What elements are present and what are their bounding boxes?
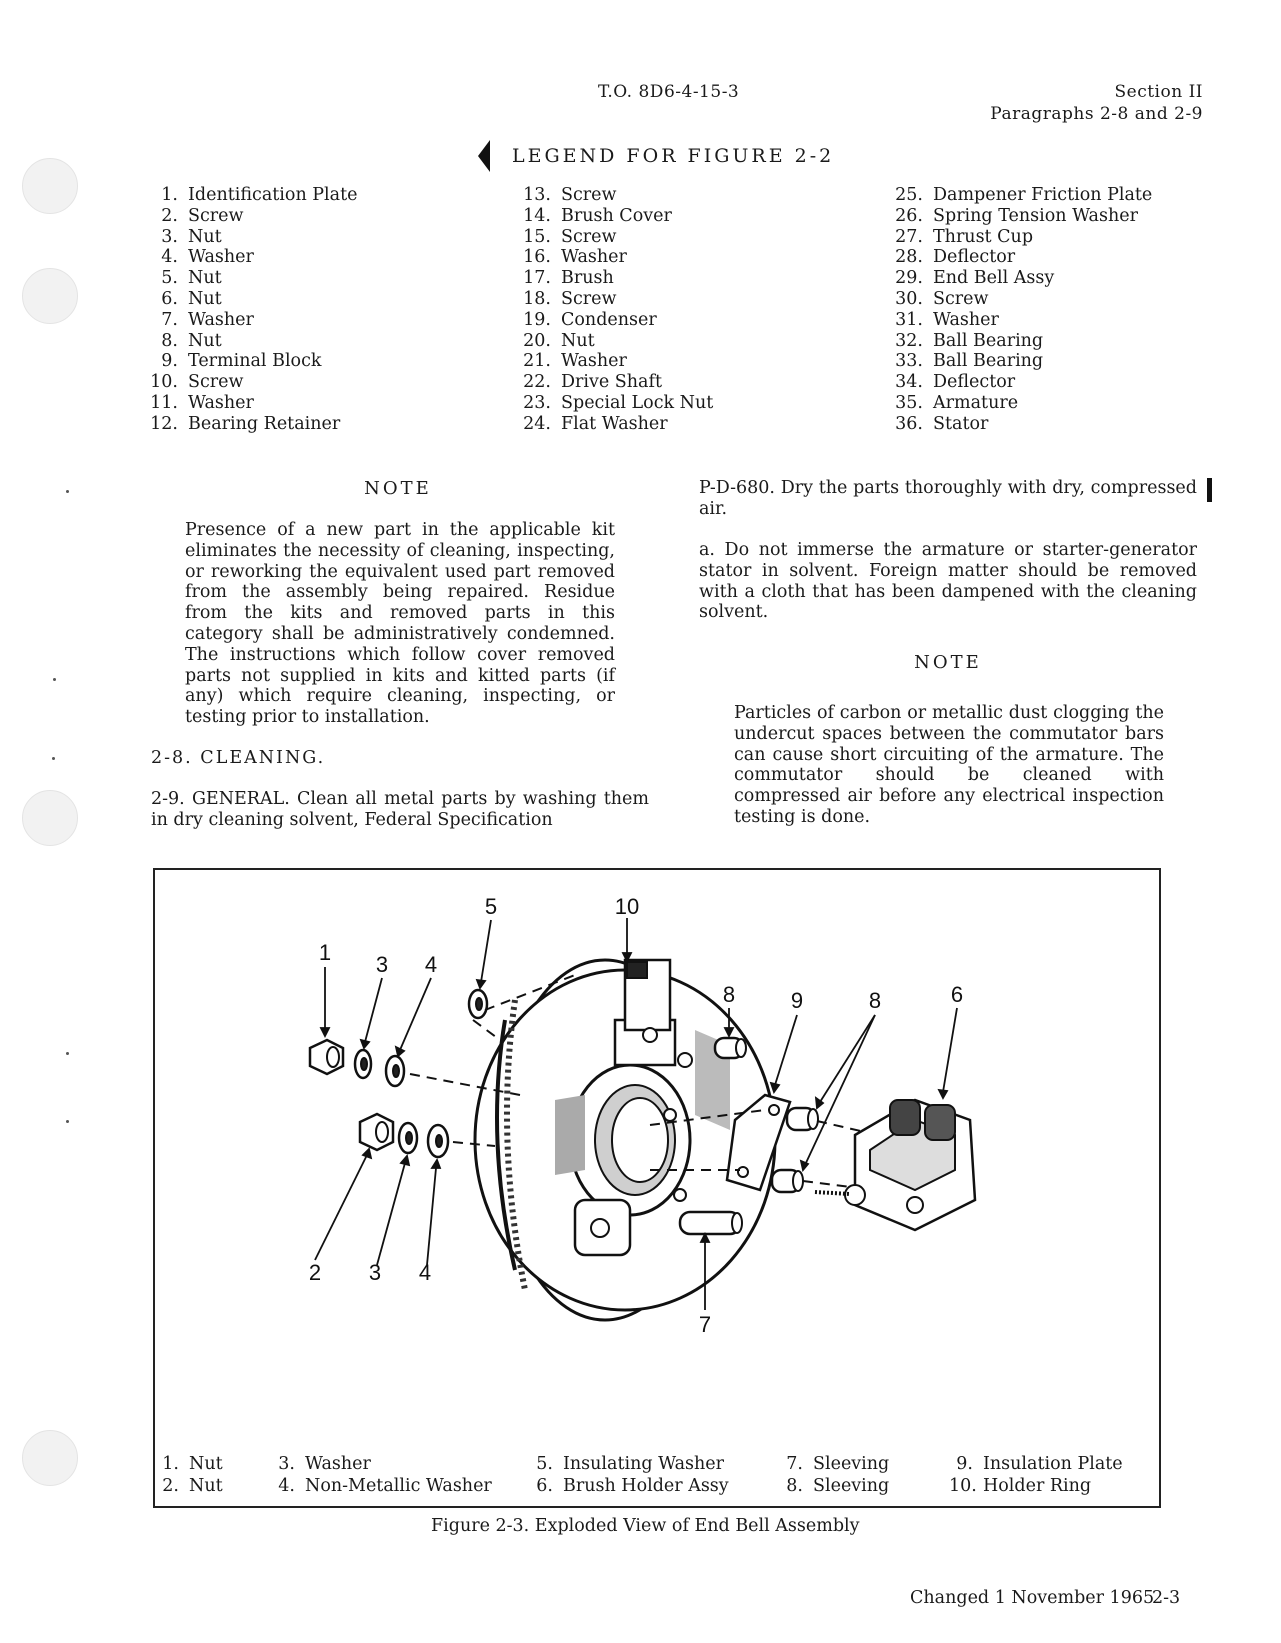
callout-2: 2 xyxy=(308,1260,322,1285)
legend-item-label: Screw xyxy=(188,372,244,393)
legend-item xyxy=(521,331,713,352)
legend-item-label: Washer xyxy=(933,309,999,330)
exploded-view-illustration xyxy=(155,870,1159,1390)
legend-item-number: 29. xyxy=(895,268,923,289)
legend-item xyxy=(893,310,1152,331)
legend-item-label: Stator xyxy=(933,413,989,434)
callout-4-top: 4 xyxy=(424,952,438,977)
legend-item-label: Nut xyxy=(188,330,222,351)
legend-item-number: 20. xyxy=(523,330,551,351)
legend-item-number: 17. xyxy=(523,268,551,289)
legend-item xyxy=(521,289,713,310)
legend-item-number: 3. xyxy=(161,226,178,247)
legend-item xyxy=(148,414,357,435)
legend-item xyxy=(521,372,713,393)
legend-item xyxy=(893,289,1152,310)
legend-item xyxy=(148,206,357,227)
figure-legend-col-3 xyxy=(529,1453,729,1497)
figure-legend-col-1 xyxy=(155,1453,223,1497)
legend-item xyxy=(893,414,1152,435)
legend-item xyxy=(521,185,713,206)
to-number: T.O. 8D6-4-15-3 xyxy=(598,82,740,102)
legend-item-number: 34. xyxy=(895,372,923,393)
legend-item xyxy=(148,351,357,372)
legend-item-label: Thrust Cup xyxy=(933,226,1034,247)
legend-item-number: 28. xyxy=(895,247,923,268)
legend-item-label: Screw xyxy=(188,205,244,226)
right-note-text: Particles of carbon or metallic dust clogging the undercut spaces between the commutator bars can cause short circuiting of the armature. The commutator should be cleaned with compressed air before any electrical inspection testing is done. xyxy=(734,703,1164,827)
binder-hole xyxy=(22,1430,78,1486)
legend-item-number: 2. xyxy=(161,205,178,226)
callout-5: 5 xyxy=(484,894,498,919)
legend-item-number: 23. xyxy=(523,392,551,413)
legend-item-label: Washer xyxy=(188,392,254,413)
right-note-heading: NOTE xyxy=(914,652,982,673)
callout-1: 1 xyxy=(318,940,332,965)
washer-3-top-drawing xyxy=(355,1050,371,1078)
legend-item-label: Washer xyxy=(188,309,254,330)
legend-item xyxy=(521,247,713,268)
legend-item-label: Bearing Retainer xyxy=(188,413,341,434)
legend-item-label: Ball Bearing xyxy=(933,351,1044,372)
changed-date: Changed 1 November 1965 xyxy=(910,1588,1155,1608)
legend-item xyxy=(521,206,713,227)
legend-item-label: Special Lock Nut xyxy=(561,392,714,413)
legend-item-number: 8. xyxy=(161,330,178,351)
right-para-continuation: P-D-680. Dry the parts thoroughly with dry, compressed air. xyxy=(699,478,1197,519)
legend-item xyxy=(148,289,357,310)
left-note-heading: NOTE xyxy=(364,478,432,499)
legend-item-number: 14. xyxy=(523,205,551,226)
legend-item-label: Drive Shaft xyxy=(561,372,663,393)
legend-item-number: 12. xyxy=(150,413,178,434)
legend-item-label: Nut xyxy=(188,226,222,247)
heading-2-8: 2-8. CLEANING. xyxy=(151,748,326,768)
figure-legend-item: 3. Washer xyxy=(278,1454,371,1474)
scan-mark xyxy=(66,1052,69,1055)
legend-item-label: Flat Washer xyxy=(561,413,668,434)
legend-column-3 xyxy=(893,185,1152,435)
legend-item-label: Screw xyxy=(561,226,617,247)
callout-3-bottom: 3 xyxy=(368,1260,382,1285)
figure-legend-item: 5. Insulating Washer xyxy=(536,1454,725,1474)
legend-item-label: Brush Cover xyxy=(561,205,672,226)
legend-item-label: Spring Tension Washer xyxy=(933,205,1138,226)
legend-item xyxy=(148,372,357,393)
legend-item-number: 19. xyxy=(523,309,551,330)
binder-hole xyxy=(22,790,78,846)
callout-4-bottom: 4 xyxy=(418,1260,432,1285)
legend-item-number: 30. xyxy=(895,288,923,309)
legend-item-number: 31. xyxy=(895,309,923,330)
left-note-text: Presence of a new part in the applicable kit eliminates the necessity of cleaning, inspecting, or reworking the equivalent used part removed from the assembly being repaired. Residue from the kits and removed parts in this category shall be administratively condemned. The instructions which follow cover removed parts not supplied in kits and kitted parts (if any) which require cleaning, inspecting, or testing prior to installation. xyxy=(185,520,615,728)
legend-item-number: 36. xyxy=(895,413,923,434)
legend-item-label: Screw xyxy=(933,288,989,309)
legend-item xyxy=(521,414,713,435)
figure-legend-col-5 xyxy=(949,1453,1123,1497)
figure-legend-item: 4. Non-Metallic Washer xyxy=(278,1476,492,1496)
legend-item-label: Brush xyxy=(561,268,614,289)
figure-legend-col-4 xyxy=(779,1453,889,1497)
callout-6: 6 xyxy=(950,982,964,1007)
legend-item-number: 27. xyxy=(895,226,923,247)
binder-hole xyxy=(22,158,78,214)
legend-item xyxy=(893,351,1152,372)
legend-item xyxy=(893,393,1152,414)
para-2-9 xyxy=(151,789,649,831)
legend-item xyxy=(148,227,357,248)
legend-item-number: 1. xyxy=(161,185,178,205)
legend-item xyxy=(893,372,1152,393)
legend-item-label: Washer xyxy=(561,351,627,372)
nut-1-drawing xyxy=(310,1040,343,1074)
legend-item-number: 35. xyxy=(895,392,923,413)
legend-item xyxy=(893,206,1152,227)
figure-legend-item: 7. Sleeving xyxy=(786,1454,890,1474)
legend-item-number: 16. xyxy=(523,247,551,268)
callout-8-single: 8 xyxy=(722,982,736,1007)
callout-3-top: 3 xyxy=(375,952,389,977)
legend-item xyxy=(148,247,357,268)
legend-item xyxy=(521,268,713,289)
legend-item-number: 33. xyxy=(895,351,923,372)
scan-mark xyxy=(52,757,55,760)
legend-item-number: 26. xyxy=(895,205,923,226)
callout-9: 9 xyxy=(790,988,804,1013)
legend-item xyxy=(148,310,357,331)
legend-item-number: 13. xyxy=(523,185,551,205)
legend-column-2 xyxy=(521,185,713,435)
washer-4-top-drawing xyxy=(386,1056,404,1086)
legend-item-label: Armature xyxy=(933,392,1019,413)
legend-item xyxy=(521,227,713,248)
figure-legend-item: 8. Sleeving xyxy=(786,1476,890,1496)
legend-item xyxy=(148,393,357,414)
binder-hole xyxy=(22,268,78,324)
callout-8-pair: 8 xyxy=(868,988,882,1013)
legend-item-label: Washer xyxy=(188,247,254,268)
legend-item xyxy=(148,268,357,289)
legend-item xyxy=(148,331,357,352)
sleeving-8-top-drawing xyxy=(715,1038,746,1058)
legend-item-label: Screw xyxy=(561,288,617,309)
section-label: Section II xyxy=(1114,82,1203,102)
figure-legend-item: 9. Insulation Plate xyxy=(956,1454,1123,1474)
paragraphs-label: Paragraphs 2-8 and 2-9 xyxy=(990,104,1203,124)
legend-item-label: Deflector xyxy=(933,372,1016,393)
sleeving-7-drawing xyxy=(680,1212,742,1234)
nut-2-drawing xyxy=(360,1114,393,1150)
legend-item xyxy=(521,393,713,414)
scan-mark xyxy=(66,490,69,493)
legend-item xyxy=(893,247,1152,268)
legend-item-number: 25. xyxy=(895,185,923,205)
legend-item xyxy=(148,185,357,206)
figure-caption: Figure 2-3. Exploded View of End Bell Assembly xyxy=(431,1516,860,1536)
legend-item-number: 32. xyxy=(895,330,923,351)
scan-mark xyxy=(53,678,56,681)
figure-legend-item: 6. Brush Holder Assy xyxy=(536,1476,729,1496)
washer-4-bottom-drawing xyxy=(428,1125,448,1157)
figure-legend-item: 2. Nut xyxy=(162,1476,223,1496)
legend-item-number: 6. xyxy=(161,288,178,309)
legend-item-number: 18. xyxy=(523,288,551,309)
figure-frame xyxy=(153,868,1161,1508)
legend-item xyxy=(893,185,1152,206)
legend-item-number: 10. xyxy=(150,372,178,393)
legend-item-number: 7. xyxy=(161,309,178,330)
legend-item-label: Washer xyxy=(561,247,627,268)
legend-item-number: 24. xyxy=(523,413,551,434)
legend-item-number: 9. xyxy=(161,351,178,372)
legend-item xyxy=(893,227,1152,248)
legend-item-number: 22. xyxy=(523,372,551,393)
legend-item-label: Condenser xyxy=(561,309,657,330)
figure-legend-col-2 xyxy=(271,1453,492,1497)
legend-item-label: End Bell Assy xyxy=(933,268,1055,289)
legend-item-label: Ball Bearing xyxy=(933,330,1044,351)
figure-legend-item: 1. Nut xyxy=(162,1454,223,1474)
callout-7: 7 xyxy=(698,1312,712,1337)
change-arrow-icon xyxy=(478,140,492,172)
legend-item-label: Screw xyxy=(561,185,617,205)
brush-holder-6-drawing xyxy=(815,1100,975,1230)
callout-10: 10 xyxy=(614,894,640,919)
legend-item-label: Nut xyxy=(188,268,222,289)
legend-item-number: 5. xyxy=(161,268,178,289)
legend-item-label: Dampener Friction Plate xyxy=(933,185,1153,205)
holder-ring-drawing xyxy=(475,960,775,1320)
legend-item xyxy=(521,310,713,331)
legend-item-number: 11. xyxy=(150,392,178,413)
legend-item-label: Nut xyxy=(188,288,222,309)
legend-item-label: Nut xyxy=(561,330,595,351)
washer-3-bottom-drawing xyxy=(399,1123,417,1153)
page-number: 2-3 xyxy=(1152,1588,1181,1608)
right-para-a: a. Do not immerse the armature or starter-generator stator in solvent. Foreign matter should be removed with a cloth that has been dampened with the cleaning solvent. xyxy=(699,540,1197,623)
legend-item-number: 15. xyxy=(523,226,551,247)
legend-item-label: Terminal Block xyxy=(188,351,322,372)
legend-item xyxy=(521,351,713,372)
change-bar xyxy=(1207,478,1212,502)
legend-column-1 xyxy=(148,185,357,435)
scan-mark xyxy=(66,1120,69,1123)
legend-title: LEGEND FOR FIGURE 2-2 xyxy=(512,145,835,167)
legend-item-number: 21. xyxy=(523,351,551,372)
para-2-9-text: Clean all metal parts by washing them in dry cleaning solvent, Federal Specification xyxy=(151,789,649,830)
legend-item-label: Identification Plate xyxy=(188,185,358,205)
legend-item xyxy=(893,268,1152,289)
para-2-9-lead: 2-9. GENERAL. xyxy=(151,789,290,809)
legend-item xyxy=(893,331,1152,352)
legend-item-number: 4. xyxy=(161,247,178,268)
legend-item-label: Deflector xyxy=(933,247,1016,268)
insulating-washer-5-drawing xyxy=(469,990,487,1018)
figure-legend-item: 10. Holder Ring xyxy=(949,1476,1092,1496)
